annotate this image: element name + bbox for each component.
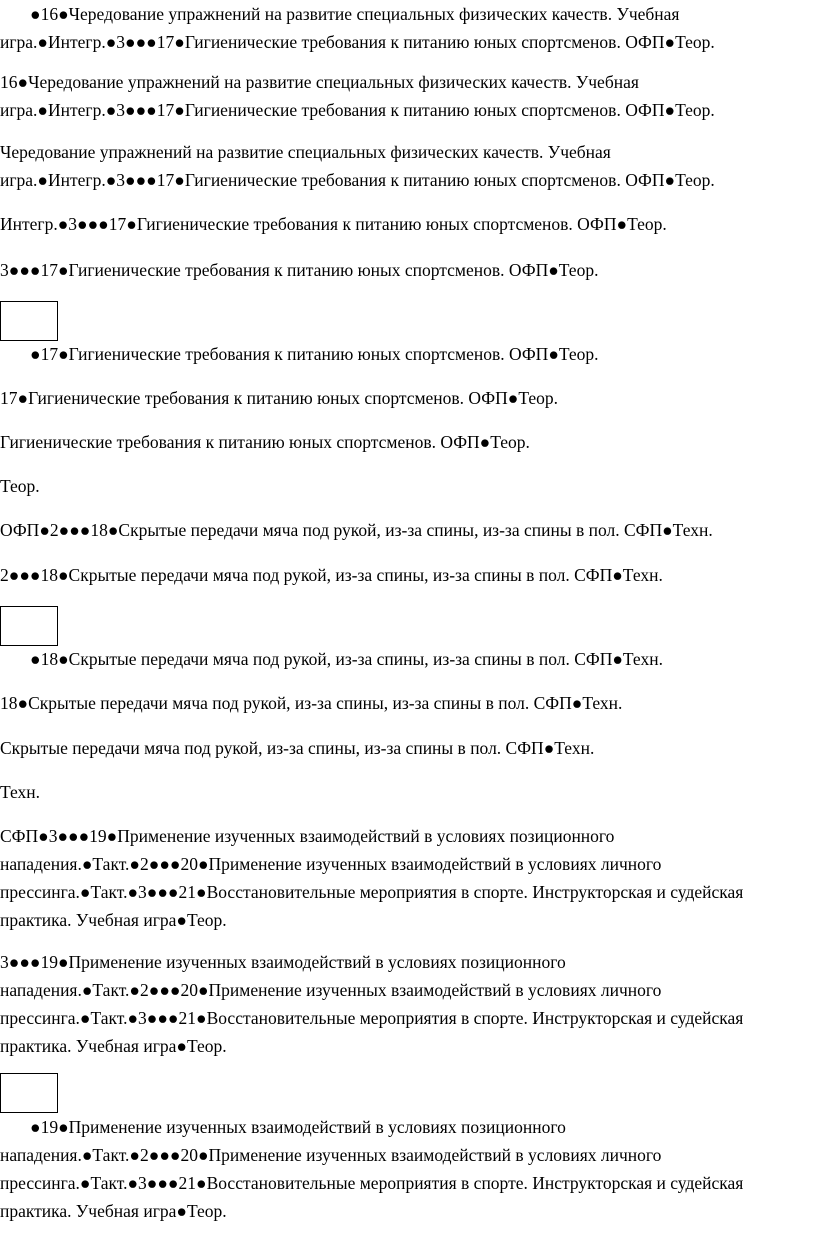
empty-box — [0, 1073, 58, 1113]
paragraph-7: 17●Гигиенические требования к питанию юных спортсменов. ОФП●Теор. — [0, 388, 558, 408]
paragraph-12: ●18●Скрытые передачи мяча под рукой, из-за спины, из-за спины в пол. СФП●Техн. — [30, 649, 663, 669]
paragraph-8: Гигиенические требования к питанию юных спортсменов. ОФП●Теор. — [0, 432, 530, 452]
paragraph-1: ●16●Чередование упражнений на развитие специальных физических качеств. Учебная игра.●Интегр.●3●●●17●Гигиенические требования к питанию юных спортсменов. ОФП●Теор. — [0, 4, 715, 52]
paragraph-3: Чередование упражнений на развитие специальных физических качеств. Учебная игра.●Интегр.●3●●●17●Гигиенические требования к питанию юных спортсменов. ОФП●Теор. — [0, 142, 715, 190]
paragraph-11: 2●●●18●Скрытые передачи мяча под рукой, из-за спины, из-за спины в пол. СФП●Техн. — [0, 565, 663, 585]
paragraph-2: 16●Чередование упражнений на развитие специальных физических качеств. Учебная игра.●Интегр.●3●●●17●Гигиенические требования к питанию юных спортсменов. ОФП●Теор. — [0, 72, 715, 120]
paragraph-4: Интегр.●3●●●17●Гигиенические требования к питанию юных спортсменов. ОФП●Теор. — [0, 214, 667, 234]
paragraph-17: 3●●●19●Применение изученных взаимодействий в условиях позиционного нападения.●Такт.●2●●●20●Применение изученных взаимодействий в условиях личного прессинга.●Такт.●3●●●21●Восстановительные мероприятия в спорте. Инструкторская и судейская практика. Учебная игра●Теор. — [0, 952, 744, 1056]
paragraph-5: 3●●●17●Гигиенические требования к питанию юных спортсменов. ОФП●Теор. — [0, 260, 599, 280]
paragraph-15: Техн. — [0, 782, 41, 802]
empty-box — [0, 606, 58, 646]
paragraph-6: ●17●Гигиенические требования к питанию юных спортсменов. ОФП●Теор. — [30, 344, 599, 364]
empty-box — [0, 301, 58, 341]
paragraph-10: ОФП●2●●●18●Скрытые передачи мяча под рукой, из-за спины, из-за спины в пол. СФП●Техн. — [0, 520, 713, 540]
paragraph-16: СФП●3●●●19●Применение изученных взаимодействий в условиях позиционного нападения.●Такт.●2●●●20●Применение изученных взаимодействий в условиях личного прессинга.●Такт.●3●●●21●Восстановительные мероприятия в спорте. Инструкторская и судейская практика. Учебная игра●Теор. — [0, 826, 744, 930]
paragraph-9: Теор. — [0, 476, 40, 496]
paragraph-13: 18●Скрытые передачи мяча под рукой, из-за спины, из-за спины в пол. СФП●Техн. — [0, 693, 623, 713]
paragraph-14: Скрытые передачи мяча под рукой, из-за спины, из-за спины в пол. СФП●Техн. — [0, 738, 595, 758]
paragraph-18: ●19●Применение изученных взаимодействий в условиях позиционного нападения.●Такт.●2●●●20●Применение изученных взаимодействий в условиях личного прессинга.●Такт.●3●●●21●Восстановительные мероприятия в спорте. Инструкторская и судейская практика. Учебная игра●Теор. — [0, 1117, 744, 1221]
